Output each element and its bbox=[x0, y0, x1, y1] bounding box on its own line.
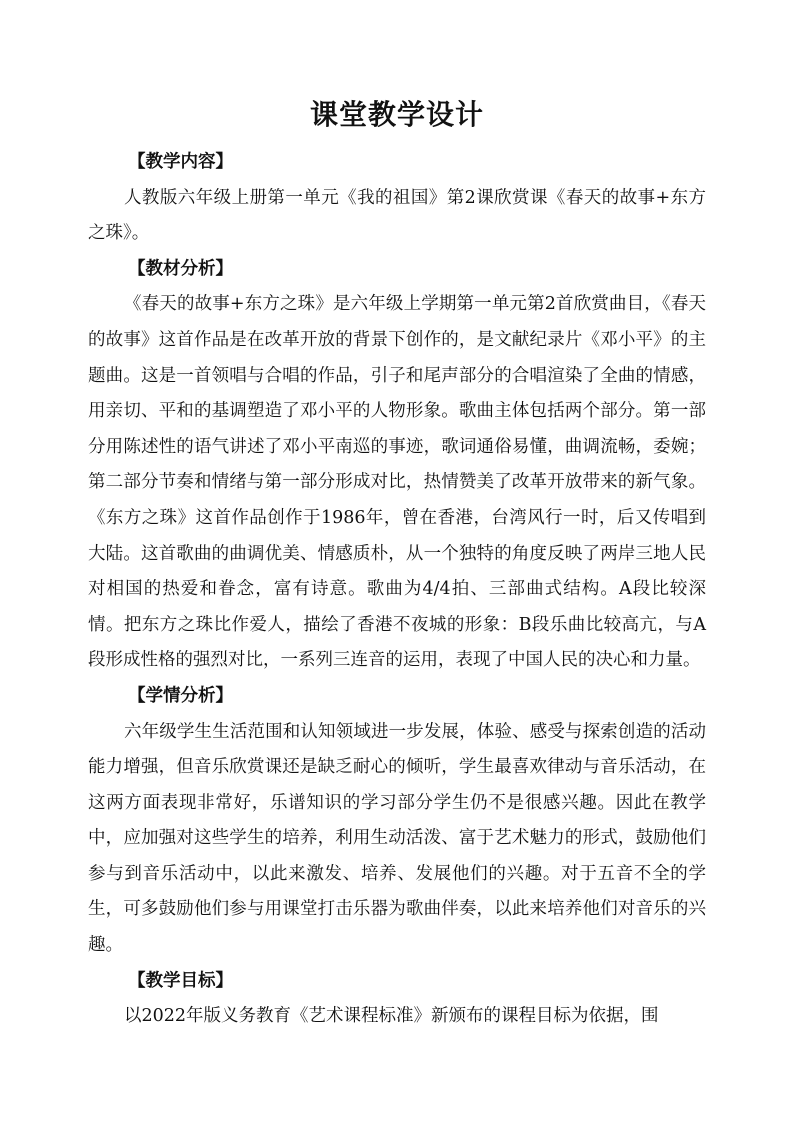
section-heading-student-analysis: 【学情分析】 bbox=[128, 685, 233, 706]
section-paragraph-student-analysis: 六年级学生生活范围和认知领域进一步发展，体验、感受与探索创造的活动能力增强，但音乐欣赏课还是缺乏耐心的倾听，学生最喜欢律动与音乐活动，在这两方面表现非常好，乐谱知识的学习部分学生仍不是很感兴趣。因此在教学中，应加强对这些学生的培养，利用生动活泼、富于艺术魅力的形式，鼓励他们参与到音乐活动中，以此来激发、培养、发展他们的兴趣。对于五音不全的学生，可多鼓励他们参与用课堂打击乐器为歌曲伴奏，以此来培养他们对音乐的兴趣。 bbox=[88, 721, 706, 956]
section-paragraph-material-analysis: 《春天的故事+东方之珠》是六年级上学期第一单元第2首欣赏曲目，《春天的故事》这首作品是在改革开放的背景下创作的，是文献纪录片《邓小平》的主题曲。这是一首领唱与合唱的作品，引子和尾声部分的合唱渲染了全曲的情感，用亲切、平和的基调塑造了邓小平的人物形象。歌曲主体包括两个部分。第一部分用陈述性的语气讲述了邓小平南巡的事迹，歌词通俗易懂，曲调流畅，委婉；第二部分节奏和情绪与第一部分形成对比，热情赞美了改革开放带来的新气象。《东方之珠》这首作品创作于1986年，曾在香港，台湾风行一时，后又传唱到大陆。这首歌曲的曲调优美、情感质朴，从一个独特的角度反映了两岸三地人民对相国的热爱和眷念，富有诗意。歌曲为4/4拍、三部曲式结构。A段比较深情。把东方之珠比作爱人，描绘了香港不夜城的形象：B段乐曲比较高亢，与A段形成性格的强烈对比，一系列三连音的运用，表现了中国人民的决心和力量。 bbox=[88, 294, 706, 671]
document-body bbox=[88, 145, 706, 1035]
section-paragraph-teaching-content: 人教版六年级上册第一单元《我的祖国》第2课欣赏课《春天的故事+东方之珠》。 bbox=[88, 187, 706, 244]
section-heading-teaching-content: 【教学内容】 bbox=[128, 152, 233, 172]
page-title: 课堂教学设计 bbox=[309, 97, 484, 131]
section-heading-teaching-goals: 【教学目标】 bbox=[128, 970, 233, 991]
section-heading-material-analysis: 【教材分析】 bbox=[128, 258, 233, 279]
section-paragraph-teaching-goals: 以2022年版义务教育《艺术课程标准》新颁布的课程目标为依据，围 bbox=[124, 1006, 659, 1027]
